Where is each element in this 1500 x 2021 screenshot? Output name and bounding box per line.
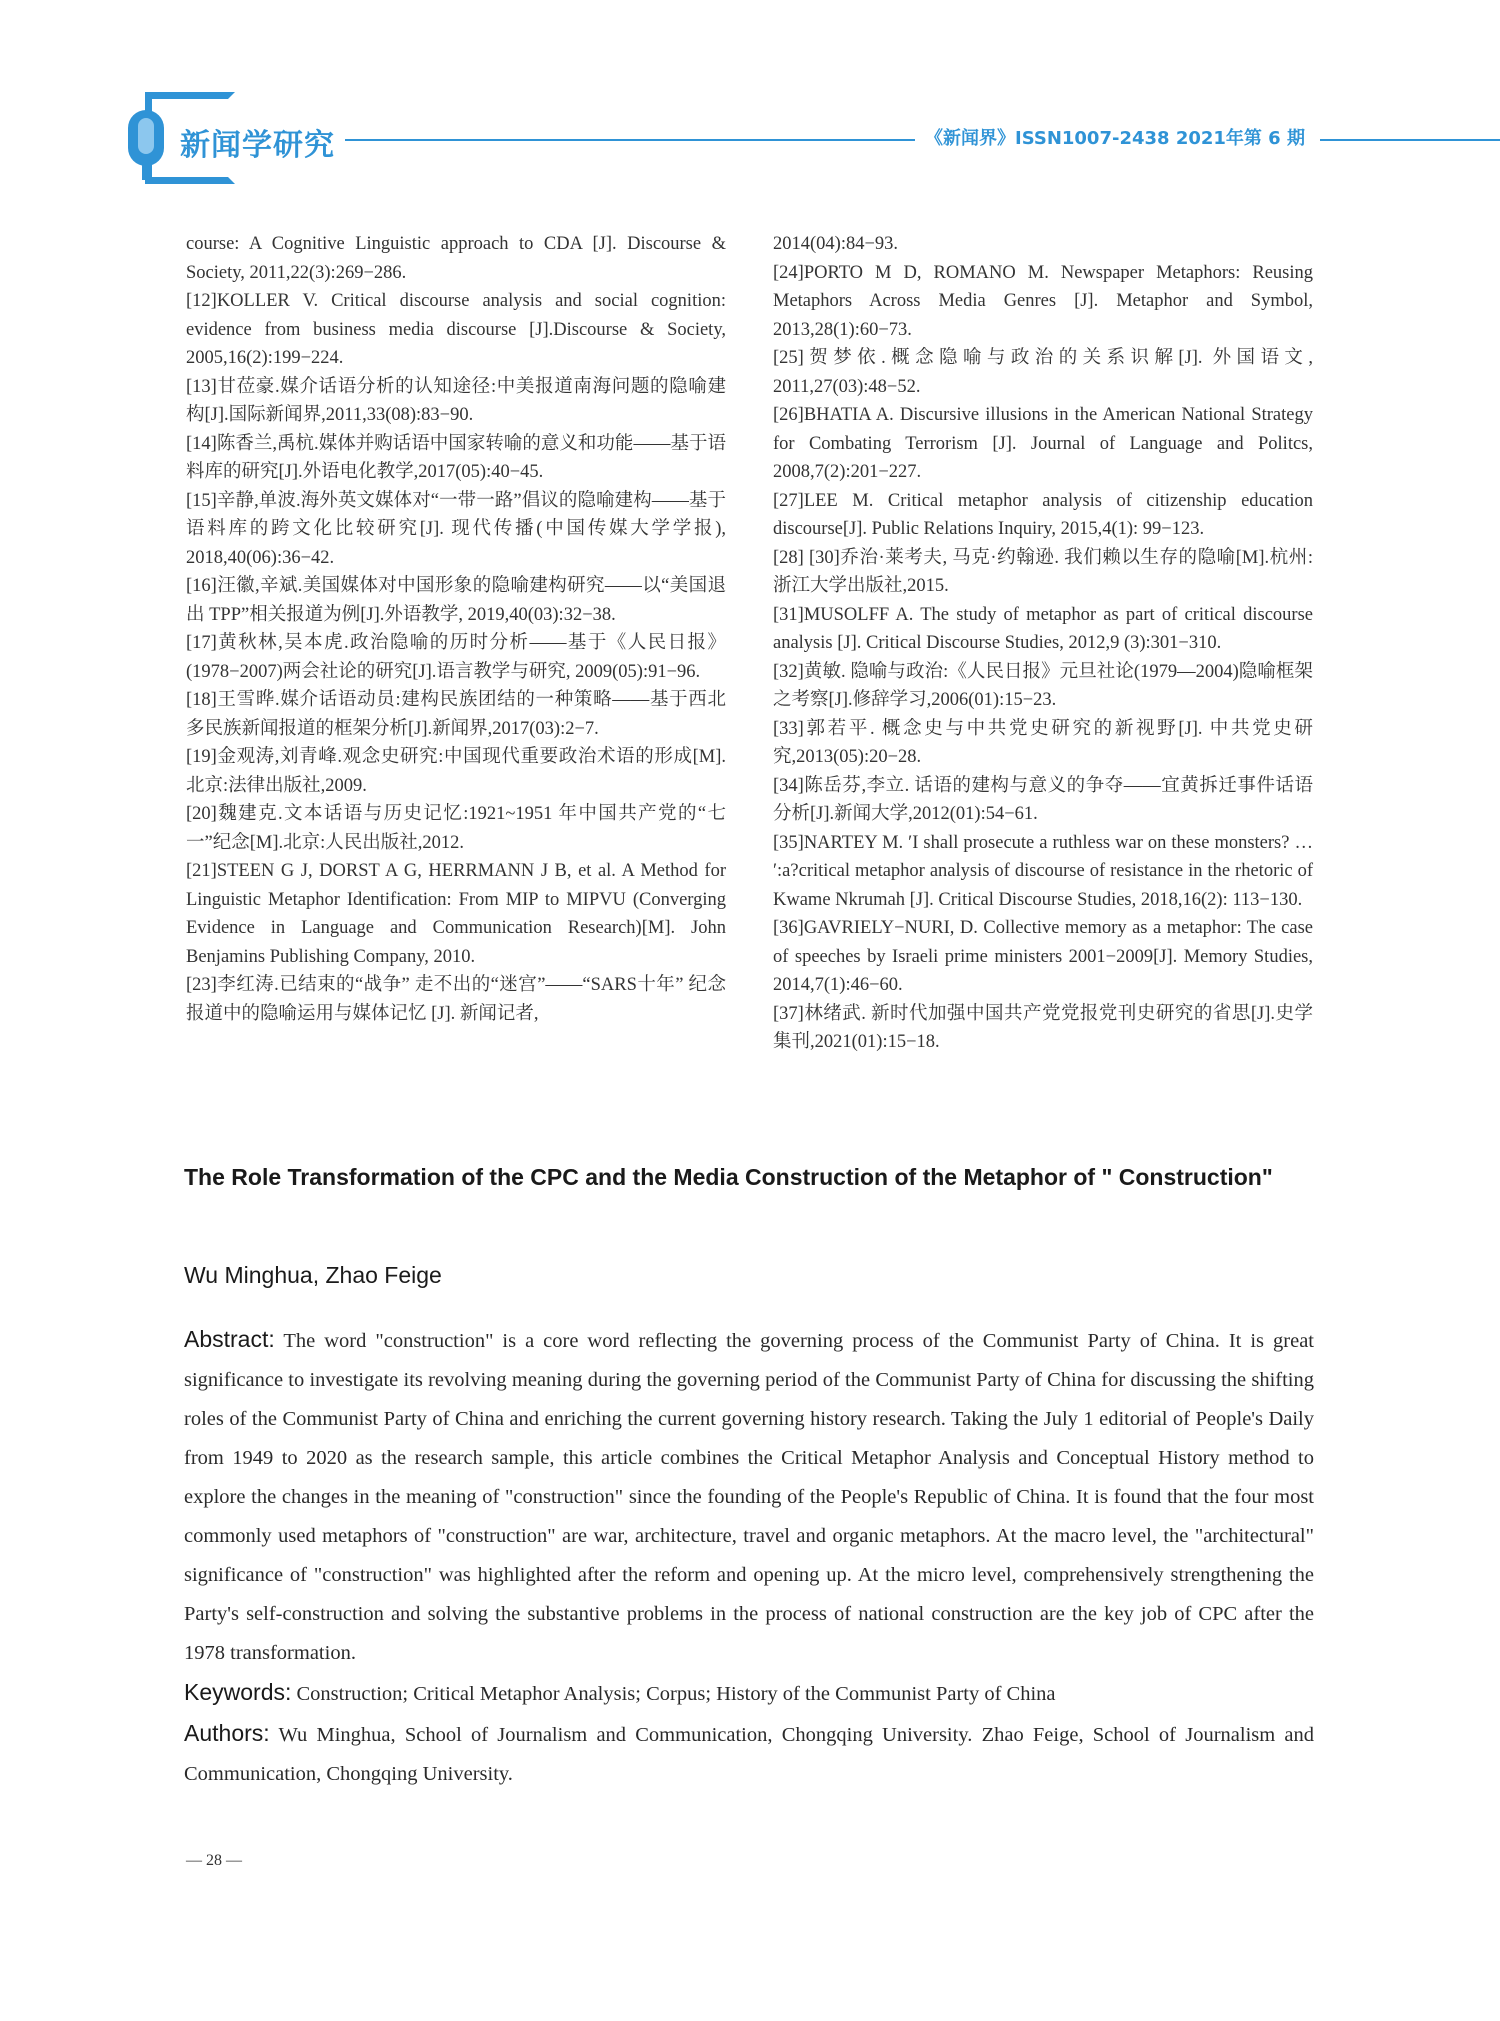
reference-item: [36]GAVRIELY−NURI, D. Collective memory as a metaphor: The case of speeches by Israeli prime ministers 2001−2009[J]. Memory Studies, 2014,7(1):46−60. (773, 918, 1313, 995)
reference-item: [37]林绪武. 新时代加强中国共产党党报党刊史研究的省思[J].史学集刊,2021(01):15−18. (773, 1003, 1313, 1052)
reference-item: [31]MUSOLFF A. The study of metaphor as part of critical discourse analysis [J]. Critical Discourse Studies, 2012,9 (3):301−310. (773, 604, 1313, 653)
english-title: The Role Transformation of the CPC and the Media Construction of the Metaphor of " Construction" (184, 1164, 1273, 1190)
header-rule-left (345, 139, 915, 141)
reference-item: [19]金观涛,刘青峰.观念史研究:中国现代重要政治术语的形成[M].北京:法律出版社,2009. (186, 747, 726, 796)
reference-item: [27]LEE M. Critical metaphor analysis of citizenship education discourse[J]. Public Relations Inquiry, 2015,4(1): 99−123. (773, 490, 1313, 539)
english-authors: Wu Minghua, Zhao Feige (184, 1262, 442, 1288)
microphone-stand-icon (142, 164, 150, 180)
reference-item: [34]陈岳芬,李立. 话语的建构与意义的争夺——宜黄拆迁事件话语分析[J].新闻大学,2012(01):54−61. (773, 775, 1313, 824)
reference-item: 2014(04):84−93. (773, 234, 899, 254)
keywords-paragraph (184, 1673, 1314, 1714)
reference-item: [23]李红涛.已结束的“战争” 走不出的“迷宫”——“SARS十年” 纪念报道中的隐喻运用与媒体记忆 [J]. 新闻记者, (186, 975, 726, 1024)
reference-item: [26]BHATIA A. Discursive illusions in the American National Strategy for Combating Terrorism [J]. Journal of Language and Politcs, 2008,7(2):201−227. (773, 405, 1313, 482)
page-number: — 28 — (186, 1852, 242, 1869)
section-brand: 新闻学研究 (180, 128, 335, 163)
english-abstract-block (184, 1320, 1314, 1794)
reference-item: [21]STEEN G J, DORST A G, HERRMANN J B, et al. A Method for Linguistic Metaphor Identification: From MIP to MIPVU (Converging Evidence in Language and Communication Research)[M]. John Benjamins Publishing Company, 2010. (186, 861, 726, 967)
reference-item: [35]NARTEY M. ′I shall prosecute a ruthless war on these monsters? …′:a?critical metaphor analysis of discourse of resistance in the rhetoric of Kwame Nkrumah [J]. Critical Discourse Studies, 2018,16(2): 113−130. (773, 832, 1313, 910)
reference-item: [18]王雪晔.媒介话语动员:建构民族团结的一种策略——基于西北多民族新闻报道的框架分析[J].新闻界,2017(03):2−7. (186, 690, 726, 739)
authors-label: Authors: (184, 1720, 270, 1746)
keywords-label: Keywords: (184, 1679, 292, 1705)
reference-item: [12]KOLLER V. Critical discourse analysis and social cognition: evidence from business media discourse [J].Discourse & Society, 2005,16(2):199−224. (186, 291, 726, 368)
page-header (0, 0, 1500, 200)
reference-item: [32]黄敏. 隐喻与政治:《人民日报》元旦社论(1979—2004)隐喻框架之考察[J].修辞学习,2006(01):15−23. (773, 661, 1313, 710)
reference-item: [28] [30]乔治·莱考夫, 马克·约翰逊. 我们赖以生存的隐喻[M].杭州:浙江大学出版社,2015. (773, 547, 1313, 596)
header-rule-right (1320, 139, 1500, 141)
abstract-paragraph (184, 1320, 1314, 1673)
reference-item: [33]郭若平. 概念史与中共党史研究的新视野[J]. 中共党史研究,2013(05):20−28. (773, 718, 1313, 767)
reference-item: [17]黄秋林,吴本虎.政治隐喻的历时分析——基于《人民日报》(1978−2007)两会社论的研究[J].语言教学与研究, 2009(05):91−96. (186, 633, 726, 682)
reference-item: [20]魏建克.文本话语与历史记忆:1921~1951 年中国共产党的“七一”纪念[M].北京:人民出版社,2012. (186, 804, 726, 853)
microphone-icon (128, 110, 164, 166)
reference-item: [24]PORTO M D, ROMANO M. Newspaper Metaphors: Reusing Metaphors Across Media Genres [J]. Metaphor and Symbol, 2013,28(1):60−73. (773, 262, 1313, 340)
journal-info: 《新闻界》ISSN1007-2438 2021年第 6 期 (925, 128, 1305, 149)
abstract-label: Abstract: (184, 1326, 275, 1352)
keywords-text: Construction; Critical Metaphor Analysis; Corpus; History of the Communist Party of China (296, 1683, 1056, 1705)
references-left-column (186, 230, 726, 1028)
reference-item: course: A Cognitive Linguistic approach to CDA [J]. Discourse & Society, 2011,22(3):269−286. (186, 234, 726, 283)
authors-text: Wu Minghua, School of Journalism and Communication, Chongqing University. Zhao Feige, School of Journalism and Communication, Chongqing University. (184, 1724, 1314, 1785)
reference-item: [14]陈香兰,禹杭.媒体并购话语中国家转喻的意义和功能——基于语料库的研究[J].外语电化教学,2017(05):40−45. (186, 433, 726, 482)
reference-item: [15]辛静,单波.海外英文媒体对“一带一路”倡议的隐喻建构——基于语料库的跨文化比较研究[J]. 现代传播(中国传媒大学学报), 2018,40(06):36−42. (186, 490, 726, 568)
abstract-text: The word "construction" is a core word reflecting the governing process of the Communist Party of China. It is great significance to investigate its revolving meaning during the governing period of the Communist Party of China for discussing the shifting roles of the Communist Party of China and enriching the current governing history research. Taking the July 1 editorial of People's Daily from 1949 to 2020 as the research sample, this article combines the Critical Metaphor Analysis and Conceptual History method to explore the changes in the meaning of "construction" since the founding of the People's Republic of China. It is found that the four most commonly used metaphors of "construction" are war, architecture, travel and organic metaphors. At the macro level, the "architectural" significance of "construction" was highlighted after the reform and opening up. At the micro level, comprehensively strengthening the Party's self-construction and solving the substantive problems in the process of national construction are the key job of CPC after the 1978 transformation. (184, 1330, 1314, 1664)
reference-item: [13]甘莅豪.媒介话语分析的认知途径:中美报道南海问题的隐喻建构[J].国际新闻界,2011,33(08):83−90. (186, 376, 726, 425)
authors-paragraph (184, 1714, 1314, 1794)
references-right-column (773, 230, 1313, 1057)
reference-item: [16]汪徽,辛斌.美国媒体对中国形象的隐喻建构研究——以“美国退出 TPP”相关报道为例[J].外语教学, 2019,40(03):32−38. (186, 576, 726, 625)
reference-item: [25]贺梦依.概念隐喻与政治的关系识解[J]. 外国语文, 2011,27(03):48−52. (773, 348, 1313, 397)
